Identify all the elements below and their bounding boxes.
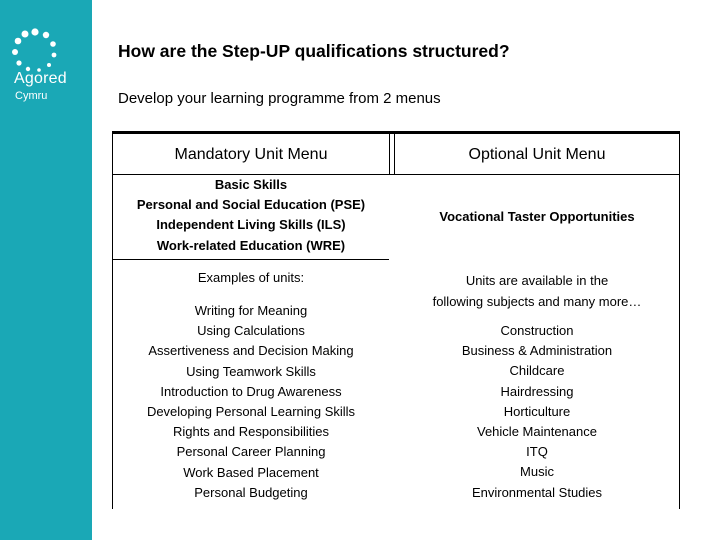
list-item: Using Calculations [197, 323, 305, 339]
available-line: Units are available in the [465, 273, 609, 288]
skill-item: Personal and Social Education (PSE) [136, 197, 366, 213]
brand-sub: Cymru [15, 90, 48, 102]
optional-header: Optional Unit Menu [468, 146, 606, 163]
list-item: Developing Personal Learning Skills [146, 404, 356, 420]
list-item: Assertiveness and Decision Making [148, 343, 354, 359]
list-item: Vehicle Maintenance [477, 424, 597, 440]
skills-cell [113, 175, 389, 260]
page-subtitle: Develop your learning programme from 2 menus [118, 90, 441, 107]
available-note [395, 270, 679, 312]
unit-menu-table [112, 131, 680, 509]
list-item: Writing for Meaning [194, 303, 308, 318]
list-item: Business & Administration [461, 343, 613, 359]
list-item: Environmental Studies [471, 484, 603, 500]
list-item: ITQ [526, 444, 548, 460]
list-item: Music [520, 464, 554, 480]
list-item: Introduction to Drug Awareness [160, 383, 342, 399]
skill-item: Basic Skills [214, 177, 288, 192]
list-item: Rights and Responsibilities [172, 424, 330, 440]
agored-logo-icon [12, 28, 58, 74]
mandatory-header: Mandatory Unit Menu [174, 146, 328, 163]
brand-name: Agored [14, 70, 67, 87]
examples-label: Examples of units: [197, 270, 305, 285]
list-item: Personal Budgeting [194, 484, 308, 500]
vocational-cell: Vocational Taster Opportunities [439, 209, 635, 224]
list-item: Using Teamwork Skills [186, 363, 316, 379]
table-header-row [113, 131, 679, 175]
list-item: Work Based Placement [183, 464, 319, 480]
skill-item: Independent Living Skills (ILS) [156, 217, 346, 233]
subjects-list [395, 321, 679, 503]
list-item: Childcare [509, 363, 565, 379]
skill-item: Work-related Education (WRE) [156, 237, 346, 253]
brand-sidebar [0, 0, 92, 540]
list-item: Horticulture [503, 403, 571, 419]
list-item: Hairdressing [500, 383, 574, 399]
available-line: following subjects and many more… [432, 294, 642, 309]
page-title: How are the Step-UP qualifications structured? [118, 41, 510, 61]
list-item: Personal Career Planning [176, 444, 326, 460]
list-item: Construction [500, 323, 574, 338]
example-units-list [113, 301, 389, 503]
